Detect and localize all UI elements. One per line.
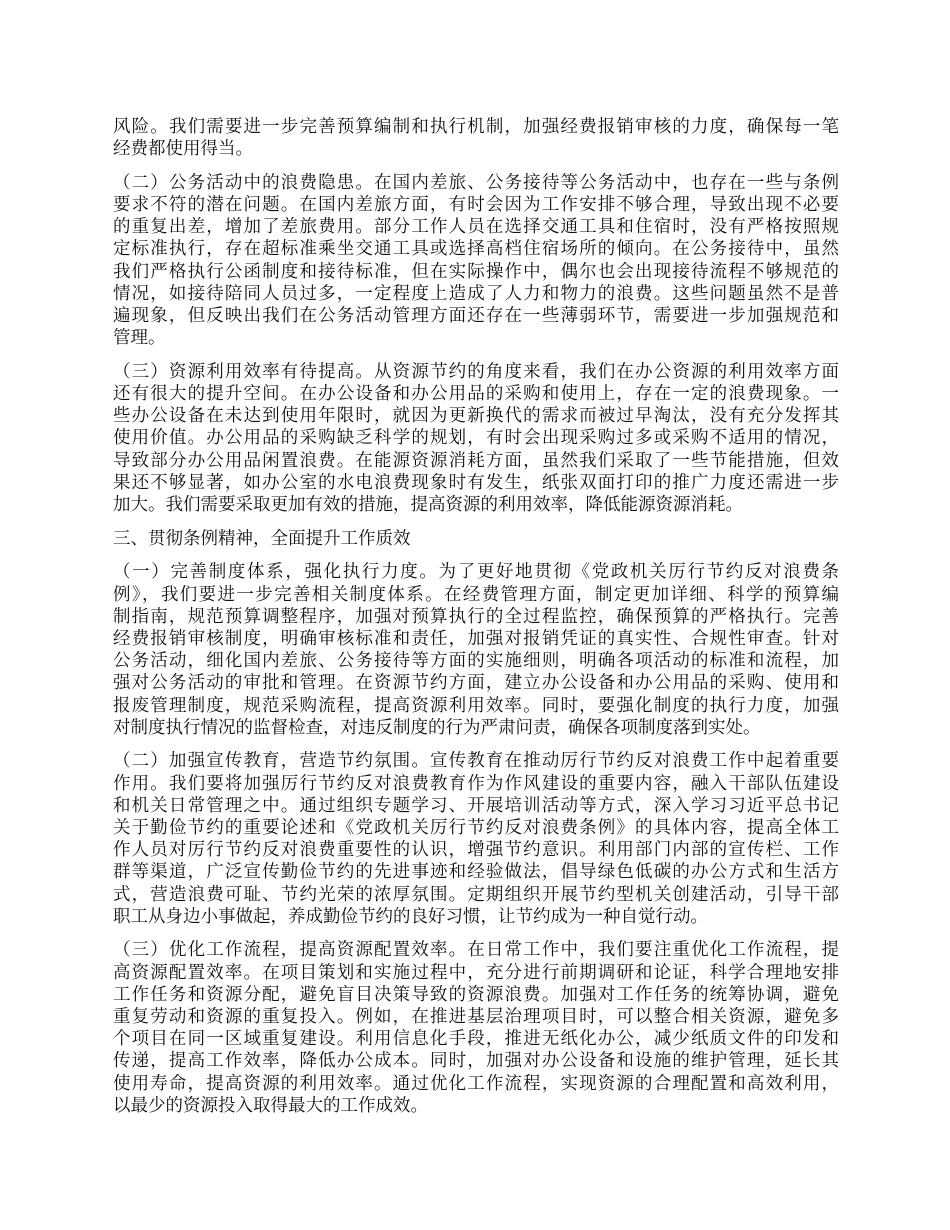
text-line: 我们严格执行公函制度和接待标准，但在实际操作中，偶尔也会出现接待流程不够规范的 xyxy=(113,261,839,282)
text-line: 对制度执行情况的监督检查，对违反制度的行为严肃问责，确保各项制度落到实处。 xyxy=(113,717,761,738)
section-heading-text: 三、贯彻条例精神，全面提升工作质效 xyxy=(113,528,411,549)
text-line: 作人员对厉行节约反对浪费重要性的认识，增强节约意识。利用部门内部的宣传栏、工作 xyxy=(113,840,839,861)
text-line: 工作任务和资源分配，避免盲目决策导致的资源浪费。加强对工作任务的统筹协调，避免 xyxy=(113,984,839,1005)
paragraph-resource-efficiency xyxy=(113,361,839,516)
text-line: 高资源配置效率。在项目策划和实施过程中，充分进行前期调研和论证，科学合理地安排 xyxy=(113,962,839,983)
text-line: （三）资源利用效率有待提高。从资源节约的角度来看，我们在办公资源的利用效率方面 xyxy=(113,361,839,382)
text-line: 情况，如接待陪同人员过多，一定程度上造成了人力和物力的浪费。这些问题虽然不是普 xyxy=(113,283,839,304)
text-line: 使用寿命，提高资源的利用效率。通过优化工作流程，实现资源的合理配置和高效利用， xyxy=(113,1073,839,1094)
text-line: 个项目在同一区域重复建设。利用信息化手段，推进无纸化办公，减少纸质文件的印发和 xyxy=(113,1029,839,1050)
text-line: 强对公务活动的审批和管理。在资源节约方面，建立办公设备和办公用品的采购、使用和 xyxy=(113,673,839,694)
text-line: （三）优化工作流程，提高资源配置效率。在日常工作中，我们要注重优化工作流程，提 xyxy=(113,940,839,961)
text-line: 些办公设备在未达到使用年限时，就因为更新换代的需求而被过早淘汰，没有充分发挥其 xyxy=(113,406,839,427)
text-line: 风险。我们需要进一步完善预算编制和执行机制，加强经费报销审核的力度，确保每一笔 xyxy=(113,117,839,137)
text-line: 传递，提高工作效率，降低办公成本。同时，加强对办公设备和设施的维护管理，延长其 xyxy=(113,1051,839,1072)
text-line: （二）公务活动中的浪费隐患。在国内差旅、公务接待等公务活动中，也存在一些与条例 xyxy=(113,172,839,193)
text-line: （一）完善制度体系，强化执行力度。为了更好地贯彻《党政机关厉行节约反对浪费条 xyxy=(113,562,839,583)
text-line: 导致部分办公用品闲置浪费。在能源资源消耗方面，虽然我们采取了一些节能措施，但效 xyxy=(113,450,839,471)
text-line: 经费都使用得当。 xyxy=(113,139,253,160)
text-line: 经费报销审核制度，明确审核标准和责任，加强对报销凭证的真实性、合规性审查。针对 xyxy=(113,628,839,649)
text-line: 职工从身边小事做起，养成勤俭节约的良好习惯，让节约成为一种自觉行动。 xyxy=(113,906,708,927)
text-line: 作用。我们要将加强厉行节约反对浪费教育作为作风建设的重要内容，融入干部队伍建设 xyxy=(113,773,839,794)
text-line: 果还不够显著，如办公室的水电浪费现象时有发生，纸张双面打印的推广力度还需进一步 xyxy=(113,472,839,493)
text-line: 制指南，规范预算调整程序，加强对预算执行的全过程监控，确保预算的严格执行。完善 xyxy=(113,606,839,627)
text-line: （二）加强宣传教育，营造节约氛围。宣传教育在推动厉行节约反对浪费工作中起着重要 xyxy=(113,751,839,772)
text-line: 要求不符的潜在问题。在国内差旅方面，有时会因为工作安排不够合理，导致出现不必要 xyxy=(113,195,839,216)
paragraph-optimize-workflow xyxy=(113,939,839,1117)
section-heading xyxy=(113,528,839,550)
paragraph-budget-continuation xyxy=(113,116,839,160)
text-line: 管理。 xyxy=(113,328,166,349)
text-line: 以最少的资源投入取得最大的工作成效。 xyxy=(113,1095,428,1116)
text-line: 遍现象，但反映出我们在公务活动管理方面还存在一些薄弱环节，需要进一步加强规范和 xyxy=(113,306,839,326)
text-line: 使用价值。办公用品的采购缺乏科学的规划，有时会出现采购过多或采购不适用的情况， xyxy=(113,428,839,449)
text-line: 报废管理制度，规范采购流程，提高资源利用效率。同时，要强化制度的执行力度，加强 xyxy=(113,695,839,716)
text-line: 关于勤俭节约的重要论述和《党政机关厉行节约反对浪费条例》的具体内容，提高全体工 xyxy=(113,817,839,838)
text-line: 和机关日常管理之中。通过组织专题学习、开展培训活动等方式，深入学习习近平总书记 xyxy=(113,795,839,816)
text-line: 加大。我们需要采取更加有效的措施，提高资源的利用效率，降低能源资源消耗。 xyxy=(113,495,743,515)
text-line: 还有很大的提升空间。在办公设备和办公用品的采购和使用上，存在一定的浪费现象。一 xyxy=(113,384,839,405)
text-line: 的重复出差，增加了差旅费用。部分工作人员在选择交通工具和住宿时，没有严格按照规 xyxy=(113,217,839,238)
text-line: 重复劳动和资源的重复投入。例如，在推进基层治理项目时，可以整合相关资源，避免多 xyxy=(113,1006,839,1027)
text-line: 公务活动，细化国内差旅、公务接待等方面的实施细则，明确各项活动的标准和流程，加 xyxy=(113,651,839,672)
text-line: 式，营造浪费可耻、节约光荣的浓厚氛围。定期组织开展节约型机关创建活动，引导干部 xyxy=(113,884,839,905)
text-line: 群等渠道，广泛宣传勤俭节约的先进事迹和经验做法，倡导绿色低碳的办公方式和生活方 xyxy=(113,862,839,883)
text-line: 例》，我们要进一步完善相关制度体系。在经费管理方面，制定更加详细、科学的预算编 xyxy=(113,584,839,605)
paragraph-publicity-education xyxy=(113,750,839,928)
paragraph-improve-system xyxy=(113,561,839,739)
document-page xyxy=(113,116,839,1128)
paragraph-official-activities-waste xyxy=(113,172,839,350)
text-line: 定标准执行，存在超标准乘坐交通工具或选择高档住宿场所的倾向。在公务接待中，虽然 xyxy=(113,239,839,260)
